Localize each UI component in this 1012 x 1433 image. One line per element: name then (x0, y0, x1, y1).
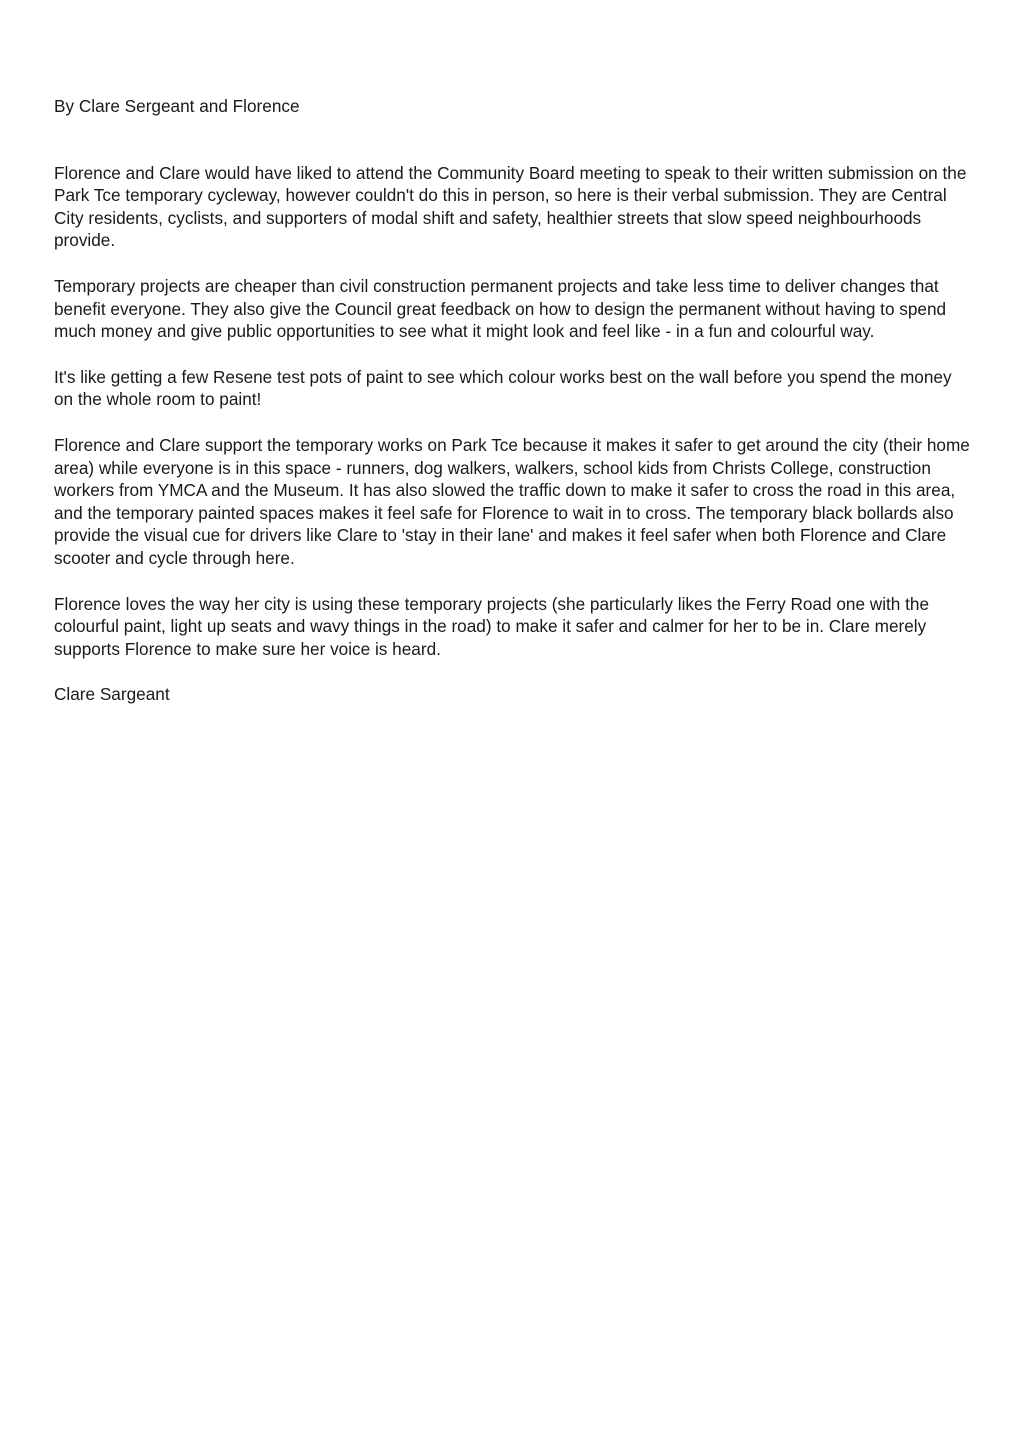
paragraph-park-tce-support: Florence and Clare support the temporary works on Park Tce because it makes it safer to get around the city (their home area) while everyone is in this space - runners, dog walkers, walkers, school kids from Christs College, construction workers from YMCA and the Museum. It has also slowed the traffic down to make it safer to cross the road in this area, and the temporary painted spaces makes it feel safe for Florence to wait in to cross. The temporary black bollards also provide the visual cue for drivers like Clare to 'stay in their lane' and makes it feel safer when both Florence and Clare scooter and cycle through here. (54, 434, 970, 568)
byline: By Clare Sergeant and Florence (54, 96, 300, 116)
signature: Clare Sargeant (54, 684, 170, 705)
paragraph-paint-analogy: It's like getting a few Resene test pots of paint to see which colour works best on the wall before you spend the money on the whole room to paint! (54, 366, 952, 410)
paragraph-intro: Florence and Clare would have liked to attend the Community Board meeting to speak to their written submission on the Park Tce temporary cycleway, however couldn't do this in person, so here is their verbal submission. They are Central City residents, cyclists, and supporters of modal shift and safety, healthier streets that slow speed neighbourhoods provide. (54, 162, 967, 251)
paragraph-florence-city: Florence loves the way her city is using these temporary projects (she particularly likes the Ferry Road one with the colourful paint, light up seats and wavy things in the road) to make it safer and calmer for her to be in. Clare merely supports Florence to make sure her voice is heard. (54, 593, 930, 659)
paragraph-temporary-projects: Temporary projects are cheaper than civil construction permanent projects and take less time to deliver changes that benefit everyone. They also give the Council great feedback on how to design the permanent without having to spend much money and give public opportunities to see what it might look and feel like - in a fun and colourful way. (54, 275, 947, 342)
